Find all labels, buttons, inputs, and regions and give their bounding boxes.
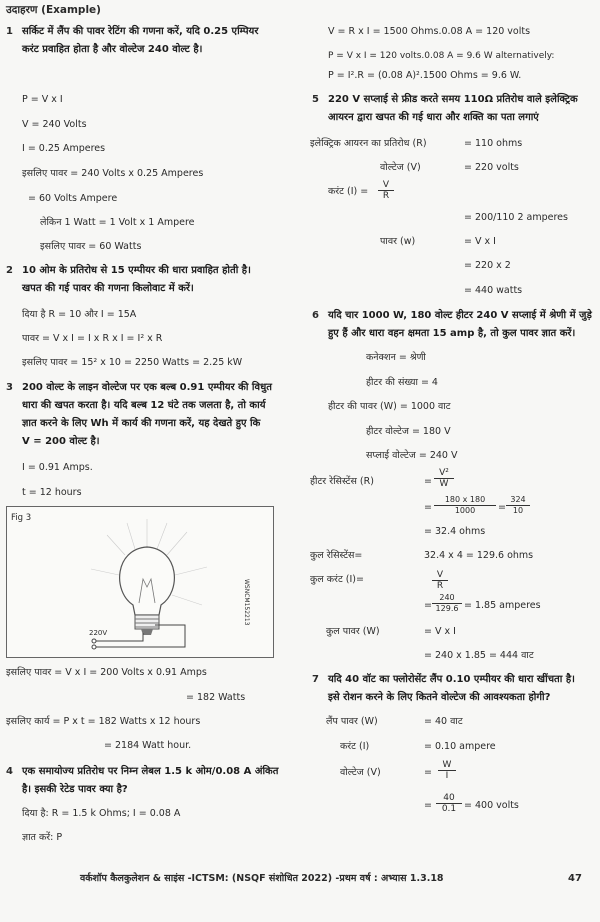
q4-number: 4 (6, 766, 13, 777)
q6-f4-num: V (432, 570, 448, 581)
q6-equals-4: = (424, 600, 432, 611)
q6-fraction-v-over-r (432, 570, 448, 591)
q7-equals-1: = (424, 767, 432, 778)
q3-step2: t = 12 hours (22, 487, 82, 498)
figure-3-bulb (6, 506, 274, 658)
q2-text-line2: खपत की गई पावर की गणना किलोवाट में करें। (22, 283, 194, 294)
q5-current-label: करंट (I) = (328, 186, 369, 197)
q6-equals-3: = (498, 502, 506, 513)
q7-f1-den: I (445, 771, 449, 781)
q3-step1: I = 0.91 Amps. (22, 462, 93, 473)
q7-number: 7 (312, 674, 319, 685)
q3-step4: = 182 Watts (186, 692, 246, 703)
q5-text-line2: आयरन द्वारा खपत की गई धारा और शक्ति का पता लगाएं (328, 112, 539, 123)
figure-label: Fig 3 (11, 513, 32, 523)
q6-f5-num: 240 (432, 593, 462, 604)
q5-resistance-label: इलेक्ट्रिक आयरन का प्रतिरोध (R) (310, 138, 427, 149)
q6-f1-den: W (439, 479, 449, 489)
q1-step5: = 60 Volts Ampere (28, 193, 118, 204)
q5-frac-numerator: V (378, 180, 394, 191)
q7-text-line1: यदि 40 वॉट का फ्लोरोसेंट लैंप 0.10 एम्पीयर की धारा खींचता है। (328, 674, 575, 685)
q1-step4: इसलिए पावर = 240 Volts x 0.25 Amperes (22, 168, 204, 179)
q7-f2-den: 0.1 (441, 804, 457, 814)
q6-equals-1: = (424, 476, 432, 487)
q6-step4: हीटर वोल्टेज = 180 V (366, 426, 451, 437)
q4-step2: ज्ञात करें: P (22, 832, 63, 843)
q4-cont-step3: P = I².R = (0.08 A)².1500 Ohms = 9.6 W. (328, 70, 522, 81)
q1-step1: P = V x I (22, 94, 63, 105)
q7-lamp-power-value: = 40 वाट (424, 716, 463, 727)
q6-equals-2: = (424, 502, 432, 513)
q1-step6: लेकिन 1 Watt = 1 Volt x 1 Ampere (40, 217, 195, 228)
q6-text-line2: हुए हैं और धारा वहन क्षमता 15 amp है, तो कुल पावर ज्ञात करें। (328, 328, 576, 339)
q1-text-line1: सर्किट में लैंप की पावर रेटिंग की गणना करें, यदि 0.25 एम्पियर (22, 26, 259, 37)
q3-text-line2: धारा की खपत करता है। यदि बल्ब 12 घंटे तक जलता है, तो कार्य (22, 400, 266, 411)
q5-resistance-value: = 110 ohms (464, 138, 523, 149)
q5-power-label: पावर (w) (380, 236, 416, 247)
q3-step5: इसलिए कार्य = P x t = 182 Watts x 12 hours (6, 716, 201, 727)
q5-power-step: = 220 x 2 (464, 260, 511, 271)
q6-fraction-240-over-129 (432, 593, 462, 614)
q3-step6: = 2184 Watt hour. (104, 740, 192, 751)
page-footer (0, 868, 600, 890)
q6-total-power-result: = 240 x 1.85 = 444 वाट (424, 650, 534, 661)
q7-fraction-numeric (436, 793, 462, 814)
q5-number: 5 (312, 94, 319, 105)
q5-power-formula: = V x I (464, 236, 496, 247)
q1-number: 1 (6, 26, 13, 37)
bulb-circuit-drawing (7, 507, 273, 657)
q7-voltage-label: वोल्टेज (V) (340, 767, 381, 778)
q6-number: 6 (312, 310, 319, 321)
footer-text: वर्कशॉप कैलकुलेशन & साइंस -ICTSM: (NSQF संशोधित 2022) -प्रथम वर्ष : अभ्यास 1.3.18 (80, 873, 444, 884)
q6-total-resistance-label: कुल रेसिस्टेंस= (310, 550, 363, 561)
q6-step1: कनेक्शन = श्रेणी (366, 352, 426, 363)
q6-heater-resistance-value: = 32.4 ohms (424, 526, 486, 537)
q2-step2: पावर = V x I = I x R x I = I² x R (22, 333, 163, 344)
q2-text-line1: 10 ओम के प्रतिरोध से 15 एम्पीयर की धारा प्रवाहित होती है। (22, 265, 251, 276)
q5-voltage-value: = 220 volts (464, 162, 519, 173)
q2-step1: दिया है R = 10 और I = 15A (22, 309, 137, 320)
q7-equals-2: = (424, 800, 432, 811)
q1-step3: I = 0.25 Amperes (22, 143, 106, 154)
q7-fraction-w-over-i (438, 760, 456, 781)
q5-current-value: = 200/110 2 amperes (464, 212, 568, 223)
q6-fraction-reduced (506, 495, 530, 516)
q1-step7: इसलिए पावर = 60 Watts (40, 241, 142, 252)
q3-text-line1: 200 वोल्ट के लाइन वोल्टेज पर एक बल्ब 0.91 एम्पीयर की विधुत (22, 382, 272, 393)
q7-f2-num: 40 (436, 793, 462, 804)
figure-voltage-label: 220V (89, 629, 108, 637)
page-number: 47 (568, 873, 582, 884)
q5-current-fraction (378, 180, 394, 201)
q4-cont-step2: P = V x I = 120 volts.0.08 A = 9.6 W alternatively: (328, 51, 555, 61)
q4-text-line1: एक समायोज्य प्रतिरोध पर निम्न लेबल 1.5 k ओम/0.08 A अंकित (22, 766, 279, 777)
q5-text-line1: 220 V सप्लाई से फ्रीड करते समय 110Ω प्रतिरोध वाले इलेक्ट्रिक (328, 94, 578, 105)
q1-text-line2: करंट प्रवाहित होता है और वोल्टेज 240 वोल्ट है। (22, 44, 203, 55)
q6-fraction-v2-over-w (434, 468, 454, 489)
q7-current-value: = 0.10 ampere (424, 741, 496, 752)
figure-code: WSNCM152213 (243, 579, 250, 626)
q6-text-line1: यदि चार 1000 W, 180 वोल्ट हीटर 240 V सप्लाई में श्रेणी में जुड़े (328, 310, 592, 321)
q4-step1: दिया है: R = 1.5 k Ohms; I = 0.08 A (22, 808, 181, 819)
q6-f1-num: V² (434, 468, 454, 479)
q2-number: 2 (6, 265, 13, 276)
q6-total-power-label: कुल पावर (W) (326, 626, 380, 637)
q6-heater-resistance-label: हीटर रेसिस्टेंस (R) (310, 476, 374, 487)
example-heading: उदाहरण (Example) (6, 4, 101, 16)
q5-power-result: = 440 watts (464, 285, 523, 296)
q7-f1-num: W (438, 760, 456, 771)
q3-text-line4: V = 200 वोल्ट है। (22, 436, 100, 447)
q3-number: 3 (6, 382, 13, 393)
q7-lamp-power-label: लैंप पावर (W) (326, 716, 378, 727)
q6-f2-den: 1000 (454, 506, 476, 515)
q7-current-label: करंट (I) (340, 741, 370, 752)
q7-text-line2: इसे रोशन करने के लिए कितने वोल्टेज की आवश्यकता होगी? (328, 692, 551, 703)
q5-voltage-label: वोल्टेज (V) (380, 162, 421, 173)
q6-total-resistance-value: 32.4 x 4 = 129.6 ohms (424, 550, 534, 561)
q6-step5: सप्लाई वोल्टेज = 240 V (366, 450, 458, 461)
q6-total-current-label: कुल करंट (I)= (310, 574, 364, 585)
q3-step3: इसलिए पावर = V x I = 200 Volts x 0.91 Amps (6, 667, 207, 678)
q5-frac-denominator: R (382, 191, 390, 201)
q6-total-power-formula: = V x I (424, 626, 456, 637)
q6-f3-den: 10 (512, 506, 524, 515)
q6-step2: हीटर की संख्या = 4 (366, 377, 438, 388)
q2-step3: इसलिए पावर = 15² x 10 = 2250 Watts = 2.25 kW (22, 357, 243, 368)
q7-voltage-value: = 400 volts (464, 800, 519, 811)
q6-f2-num: 180 x 180 (434, 495, 496, 506)
q4-text-line2: है। इसकी रेटेड पावर क्या है? (22, 784, 128, 795)
q6-total-current-value: = 1.85 amperes (464, 600, 541, 611)
q4-cont-step1: V = R x I = 1500 Ohms.0.08 A = 120 volts (328, 26, 531, 37)
q6-fraction-numeric (434, 495, 496, 516)
q6-f4-den: R (436, 581, 444, 591)
q6-f3-num: 324 (506, 495, 530, 506)
q6-f5-den: 129.6 (435, 604, 459, 613)
q1-step2: V = 240 Volts (22, 119, 87, 130)
q3-text-line3: ज्ञात करने के लिए Wh में कार्य की गणना करें, यह देखते हुए कि (22, 418, 261, 429)
q6-step3: हीटर की पावर (W) = 1000 वाट (328, 401, 451, 412)
